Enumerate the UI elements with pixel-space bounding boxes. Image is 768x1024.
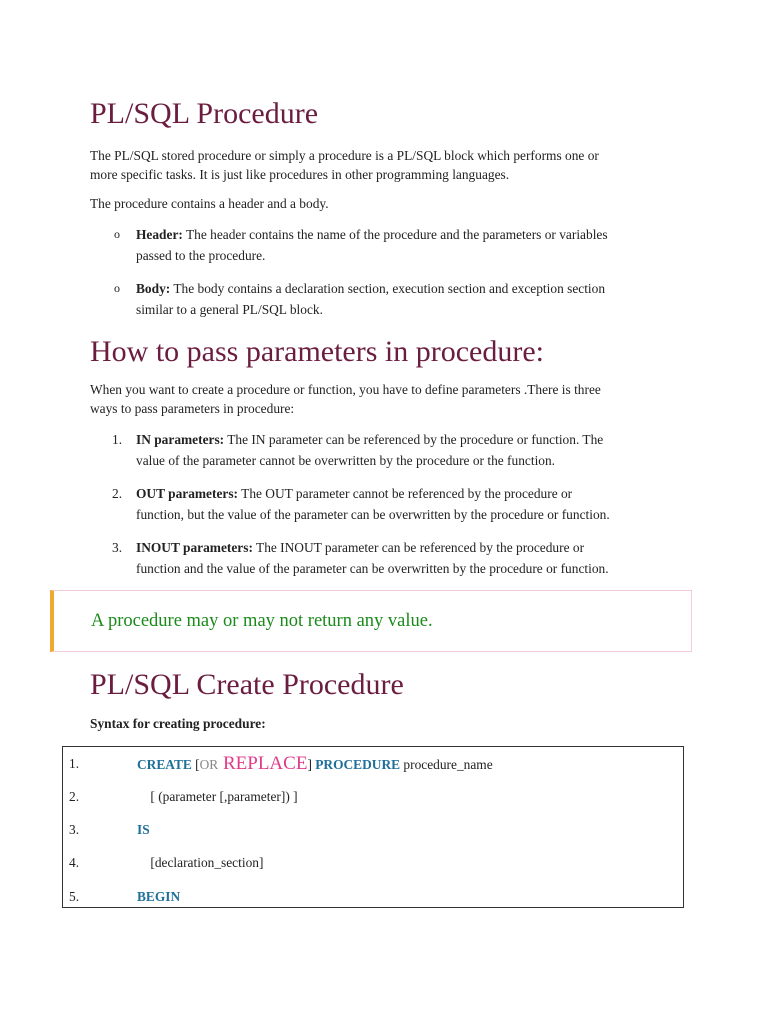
bullet-text-2: passed to the procedure. bbox=[136, 248, 266, 263]
code-line bbox=[63, 889, 683, 913]
item-text: The IN parameter can be referenced by the procedure or function. The bbox=[224, 432, 604, 447]
keyword-replace: REPLACE bbox=[218, 753, 308, 774]
keyword-create: CREATE bbox=[137, 757, 192, 772]
code-line bbox=[63, 753, 683, 777]
page-title: PL/SQL Procedure bbox=[90, 97, 319, 130]
line-number: 3. bbox=[69, 822, 80, 837]
bullet-marker: o bbox=[114, 281, 120, 295]
item-label: INOUT parameters: bbox=[136, 540, 253, 555]
keyword-procedure: PROCEDURE bbox=[315, 757, 401, 772]
intro-line-1: The PL/SQL stored procedure or simply a procedure is a PL/SQL block which performs one or bbox=[90, 148, 599, 163]
bracket-close: ] bbox=[307, 757, 316, 772]
parameters-paragraph bbox=[90, 380, 678, 418]
bullet-marker: o bbox=[114, 227, 120, 241]
bullet-text-2: similar to a general PL/SQL block. bbox=[136, 302, 323, 317]
list-item-header bbox=[114, 224, 678, 266]
code-line bbox=[63, 789, 683, 813]
line-number: 1. bbox=[69, 756, 80, 771]
header-body-paragraph: The procedure contains a header and a body. bbox=[90, 196, 329, 211]
list-number: 2. bbox=[112, 486, 123, 501]
code-text: [declaration_section] bbox=[137, 855, 264, 870]
list-number: 3. bbox=[112, 540, 123, 555]
params-line-1: When you want to create a procedure or function, you have to define parameters .There is three bbox=[90, 382, 601, 397]
item-label: IN parameters: bbox=[136, 432, 225, 447]
list-number: 1. bbox=[112, 432, 123, 447]
item-text: The INOUT parameter can be referenced by the procedure or bbox=[252, 540, 585, 555]
keyword-is: IS bbox=[137, 822, 150, 837]
keyword-or: OR bbox=[199, 757, 219, 772]
intro-line-2: more specific tasks. It is just like procedures in other programming languages. bbox=[90, 167, 510, 182]
note-callout bbox=[50, 590, 692, 652]
syntax-label: Syntax for creating procedure: bbox=[90, 716, 266, 731]
item-label: OUT parameters: bbox=[136, 486, 239, 501]
keyword-begin: BEGIN bbox=[137, 889, 181, 904]
code-block bbox=[62, 746, 684, 908]
line-number: 4. bbox=[69, 855, 80, 870]
item-text-2: value of the parameter cannot be overwritten by the procedure or the function. bbox=[136, 452, 556, 468]
procedure-name: procedure_name bbox=[400, 757, 493, 772]
params-line-2: ways to pass parameters in procedure: bbox=[90, 401, 295, 416]
list-item-out bbox=[112, 484, 678, 525]
code-text: [ (parameter [,parameter]) ] bbox=[137, 789, 298, 804]
section-heading-create: PL/SQL Create Procedure bbox=[90, 668, 404, 701]
list-item-body bbox=[114, 278, 678, 320]
bullet-label: Header: bbox=[136, 227, 183, 242]
line-number: 2. bbox=[69, 789, 80, 804]
section-heading-parameters: How to pass parameters in procedure: bbox=[90, 335, 545, 368]
item-text: The OUT parameter cannot be referenced by the procedure or bbox=[238, 486, 573, 501]
item-text-2: function and the value of the parameter can be overwritten by the procedure or function. bbox=[136, 560, 609, 576]
code-line bbox=[63, 855, 683, 879]
bracket-open: [ bbox=[191, 757, 200, 772]
bullet-text: The body contains a declaration section, execution section and exception section bbox=[170, 281, 606, 296]
item-text-2: function, but the value of the parameter can be overwritten by the procedure or function. bbox=[136, 506, 610, 522]
list-item-in bbox=[112, 430, 678, 471]
bullet-text: The header contains the name of the procedure and the parameters or variables bbox=[182, 227, 608, 242]
intro-paragraph bbox=[90, 146, 678, 184]
line-number: 5. bbox=[69, 889, 80, 904]
code-line bbox=[63, 822, 683, 846]
note-text: A procedure may or may not return any value. bbox=[91, 611, 433, 631]
bullet-label: Body: bbox=[136, 281, 171, 296]
list-item-inout bbox=[112, 538, 678, 579]
